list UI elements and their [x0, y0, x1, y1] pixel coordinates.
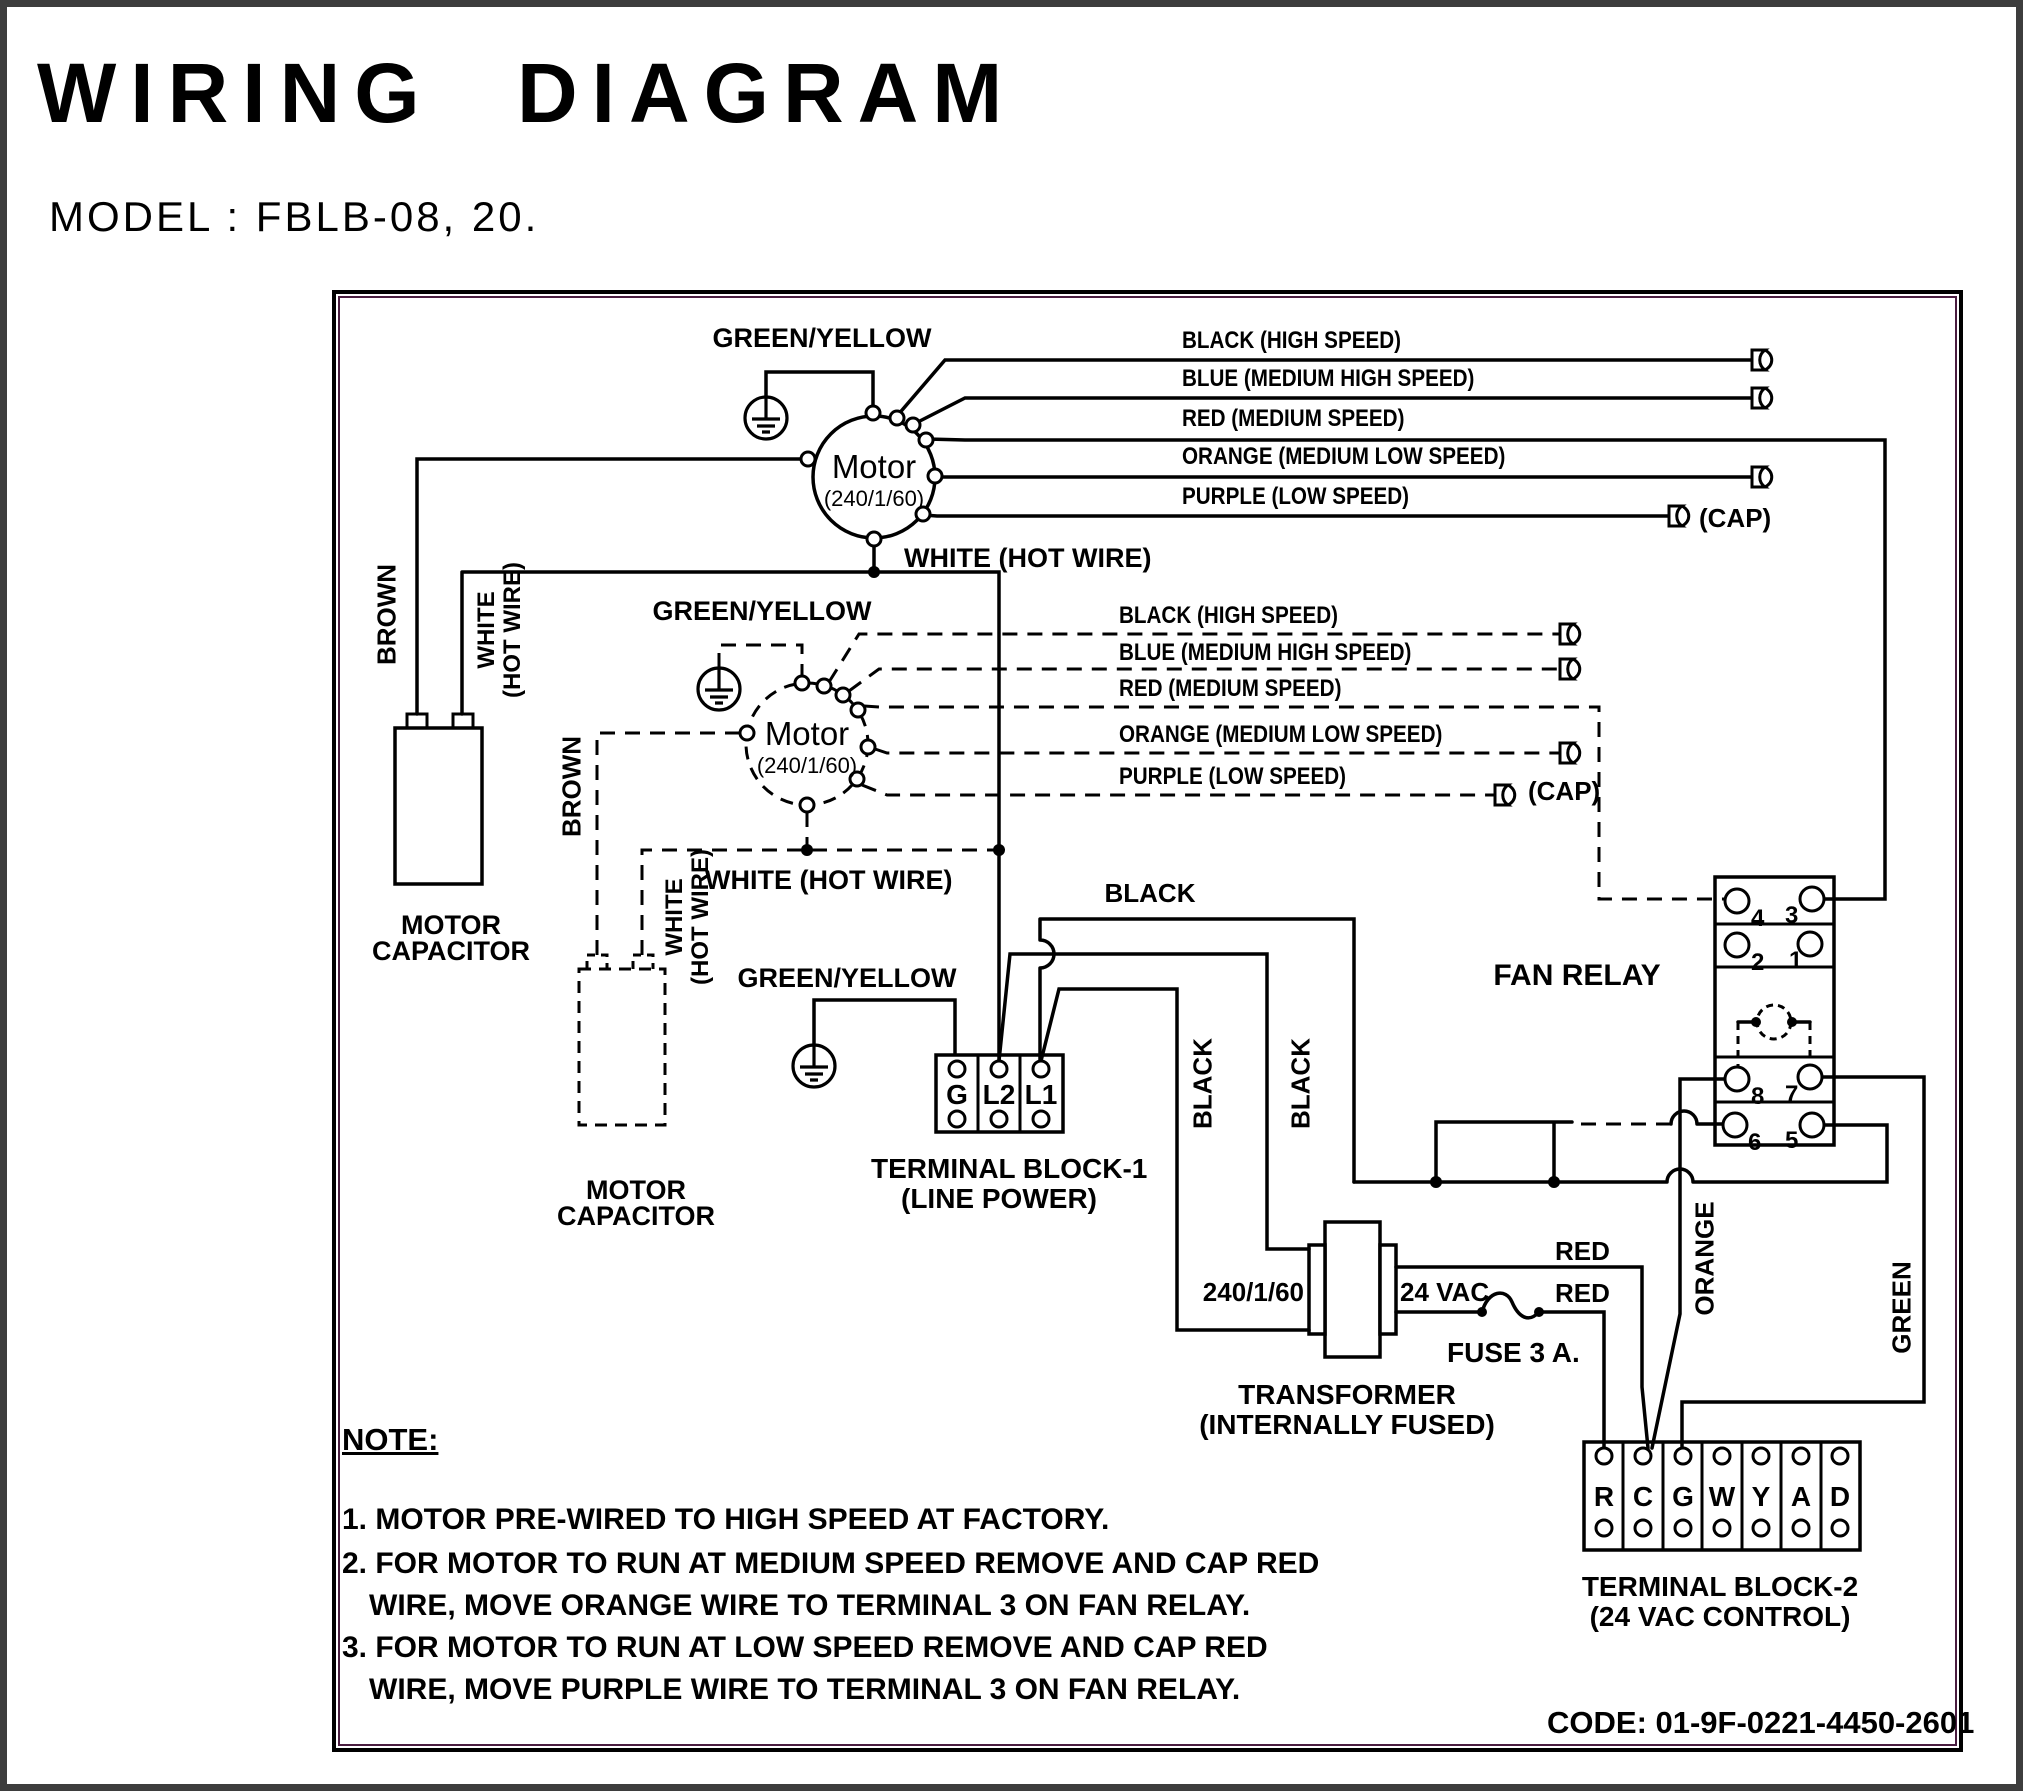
brown-label-1: BROWN	[371, 563, 402, 666]
tb1-subtitle: (LINE POWER)	[901, 1183, 1097, 1214]
model-number: MODEL : FBLB-08, 20.	[49, 193, 540, 240]
white-label: WHITE	[661, 878, 688, 956]
fan-relay-label: FAN RELAY	[1493, 959, 1661, 992]
diagram-code: CODE: 01-9F-0221-4450-2601	[1547, 1705, 1975, 1740]
red-wire-label-2: RED	[1555, 1278, 1610, 1308]
tb2-terminal-a: A	[1790, 1481, 1812, 1512]
relay-terminal-4: 4	[1751, 905, 1765, 932]
note-heading: NOTE:	[342, 1422, 439, 1457]
cap-label-1: (CAP)	[1699, 503, 1772, 533]
white-label: WHITE	[473, 591, 500, 669]
tb2-terminal-c: C	[1632, 1481, 1654, 1512]
motor-2-name: Motor	[764, 715, 850, 752]
red-wire-label-1: RED	[1555, 1236, 1610, 1266]
motor-capacitor-1-label-line2: CAPACITOR	[371, 936, 530, 966]
transformer-label-line1: TRANSFORMER	[1238, 1379, 1456, 1410]
cap-label-2: (CAP)	[1528, 776, 1601, 806]
green-yellow-label-1: GREEN/YELLOW	[712, 323, 932, 353]
motor-1-rating: (240/1/60)	[823, 486, 925, 511]
note-line-1: 1. MOTOR PRE-WIRED TO HIGH SPEED AT FACTORY.	[342, 1503, 1110, 1536]
tb1-terminal-g: G	[946, 1079, 968, 1110]
wire-label-red-1: RED (MEDIUM SPEED)	[1182, 405, 1405, 432]
wire-label-black-1: BLACK (HIGH SPEED)	[1182, 327, 1402, 354]
note-line-4: 3. FOR MOTOR TO RUN AT LOW SPEED REMOVE AND CAP RED	[342, 1631, 1268, 1664]
orange-vertical-label: ORANGE	[1689, 1201, 1720, 1316]
brown-label-2: BROWN	[556, 735, 587, 838]
tb2-terminal-y: Y	[1751, 1481, 1771, 1512]
tb1-terminal-l1: L1	[1024, 1079, 1058, 1110]
white-hot-label-1: WHITE (HOT WIRE)	[904, 543, 1152, 573]
page-title: WIRING DIAGRAM	[37, 46, 1017, 140]
transformer-label-line2: (INTERNALLY FUSED)	[1199, 1409, 1495, 1440]
relay-terminal-7: 7	[1785, 1081, 1799, 1108]
wire-label-blue-1: BLUE (MEDIUM HIGH SPEED)	[1182, 365, 1475, 392]
tb1-title: TERMINAL BLOCK-1	[871, 1153, 1148, 1184]
wire-label-purple-1: PURPLE (LOW SPEED)	[1182, 483, 1410, 510]
relay-terminal-3: 3	[1785, 902, 1799, 929]
hot-wire-label: (HOT WIRE)	[499, 562, 526, 698]
black-horizontal-label: BLACK	[1104, 878, 1196, 908]
wire-label-purple-2: PURPLE (LOW SPEED)	[1119, 763, 1347, 790]
note-line-2: 2. FOR MOTOR TO RUN AT MEDIUM SPEED REMOVE AND CAP RED	[342, 1547, 1320, 1580]
wire-label-blue-2: BLUE (MEDIUM HIGH SPEED)	[1119, 639, 1412, 666]
relay-terminal-8: 8	[1751, 1083, 1765, 1110]
tb2-terminal-d: D	[1829, 1481, 1851, 1512]
motor-capacitor-2-label-line1: MOTOR	[586, 1175, 686, 1205]
note-line-5: WIRE, MOVE PURPLE WIRE TO TERMINAL 3 ON FAN RELAY.	[369, 1673, 1241, 1706]
black-vertical-label-1: BLACK	[1187, 1038, 1218, 1129]
white-hot-label-2: WHITE (HOT WIRE)	[705, 865, 953, 895]
relay-terminal-1: 1	[1789, 947, 1803, 974]
green-vertical-label: GREEN	[1886, 1261, 1917, 1354]
note-line-3: WIRE, MOVE ORANGE WIRE TO TERMINAL 3 ON FAN RELAY.	[369, 1589, 1251, 1622]
tb2-title: TERMINAL BLOCK-2	[1581, 1571, 1859, 1602]
tb2-terminal-w: W	[1708, 1481, 1736, 1512]
wire-label-orange-2: ORANGE (MEDIUM LOW SPEED)	[1119, 721, 1443, 748]
transformer-secondary-label: 24 VAC	[1400, 1277, 1490, 1307]
green-yellow-label-3: GREEN/YELLOW	[737, 963, 957, 993]
motor-2-rating: (240/1/60)	[756, 753, 858, 778]
tb2-terminal-g: G	[1672, 1481, 1694, 1512]
motor-capacitor-2-label-line2: CAPACITOR	[556, 1201, 715, 1231]
black-vertical-label-2: BLACK	[1285, 1038, 1316, 1129]
tb2-terminal-r: R	[1593, 1481, 1615, 1512]
wire-label-black-2: BLACK (HIGH SPEED)	[1119, 602, 1339, 629]
white-hot-vertical-label-1	[474, 555, 526, 705]
wire-label-orange-1: ORANGE (MEDIUM LOW SPEED)	[1182, 443, 1506, 470]
wire-label-red-2: RED (MEDIUM SPEED)	[1119, 675, 1342, 702]
green-yellow-label-2: GREEN/YELLOW	[652, 596, 872, 626]
tb1-terminal-l2: L2	[982, 1079, 1016, 1110]
fuse-label: FUSE 3 A.	[1447, 1337, 1580, 1368]
relay-terminal-6: 6	[1748, 1129, 1762, 1156]
relay-terminal-5: 5	[1785, 1127, 1799, 1154]
relay-terminal-2: 2	[1751, 949, 1765, 976]
motor-capacitor-1-label-line1: MOTOR	[401, 910, 501, 940]
transformer-primary-label: 240/1/60	[1202, 1277, 1304, 1307]
hot-wire-label: (HOT WIRE)	[687, 849, 714, 985]
tb2-subtitle: (24 VAC CONTROL)	[1589, 1601, 1851, 1632]
motor-1-name: Motor	[831, 448, 917, 485]
